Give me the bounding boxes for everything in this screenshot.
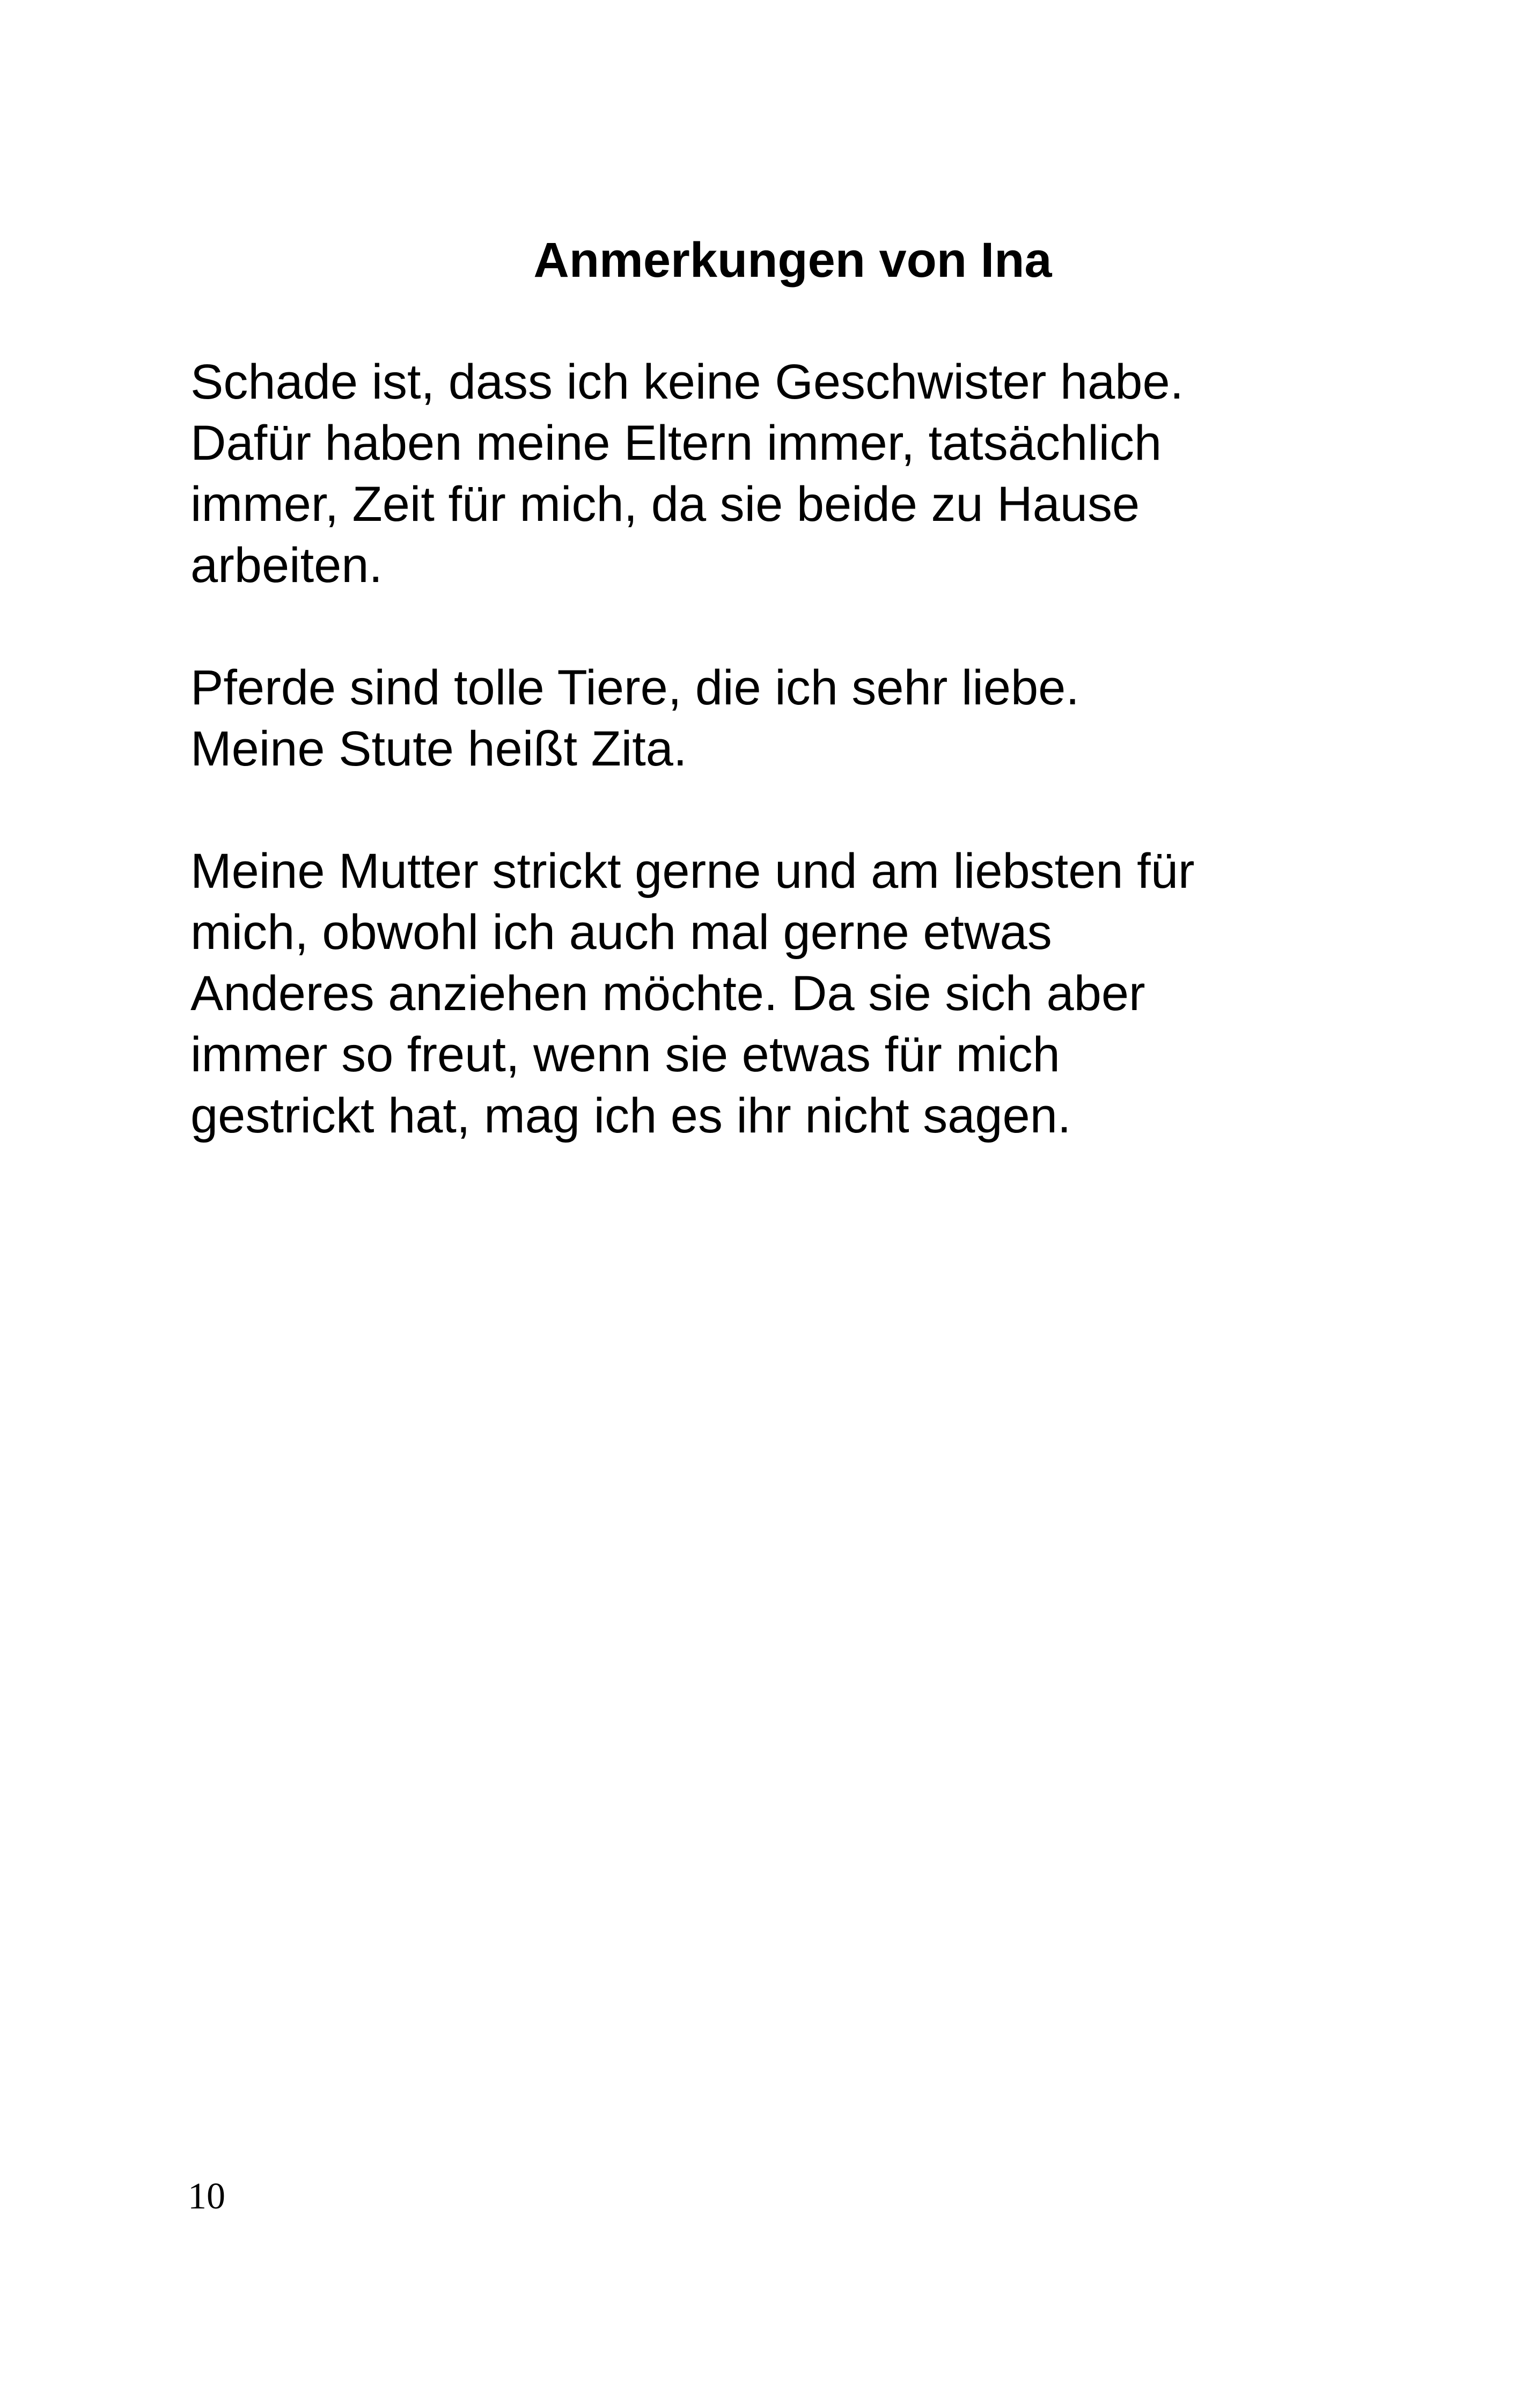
text-line: gestrickt hat, mag ich es ihr nicht sagen. xyxy=(190,1088,1071,1143)
text-line: Schade ist, dass ich keine Geschwister habe. xyxy=(190,355,1184,409)
page-number: 10 xyxy=(188,2176,225,2217)
text-line: Meine Mutter strickt gerne und am liebsten für xyxy=(190,844,1195,899)
text-line: immer, Zeit für mich, da sie beide zu Hause xyxy=(190,477,1140,532)
body-text xyxy=(190,351,1344,1207)
text-line: mich, obwohl ich auch mal gerne etwas xyxy=(190,905,1052,960)
text-line: arbeiten. xyxy=(190,538,383,593)
text-line: immer so freut, wenn sie etwas für mich xyxy=(190,1027,1060,1082)
text-line: Dafür haben meine Eltern immer, tatsächlich xyxy=(190,416,1162,470)
page-title: Anmerkungen von Ina xyxy=(533,233,1052,288)
text-line: Pferde sind tolle Tiere, die ich sehr liebe. xyxy=(190,660,1079,715)
text-line: Meine Stute heißt Zita. xyxy=(190,721,687,776)
text-line: Anderes anziehen möchte. Da sie sich aber xyxy=(190,966,1145,1021)
paragraph-mother xyxy=(190,841,1344,1146)
paragraph-siblings xyxy=(190,351,1344,596)
paragraph-horses xyxy=(190,657,1344,779)
